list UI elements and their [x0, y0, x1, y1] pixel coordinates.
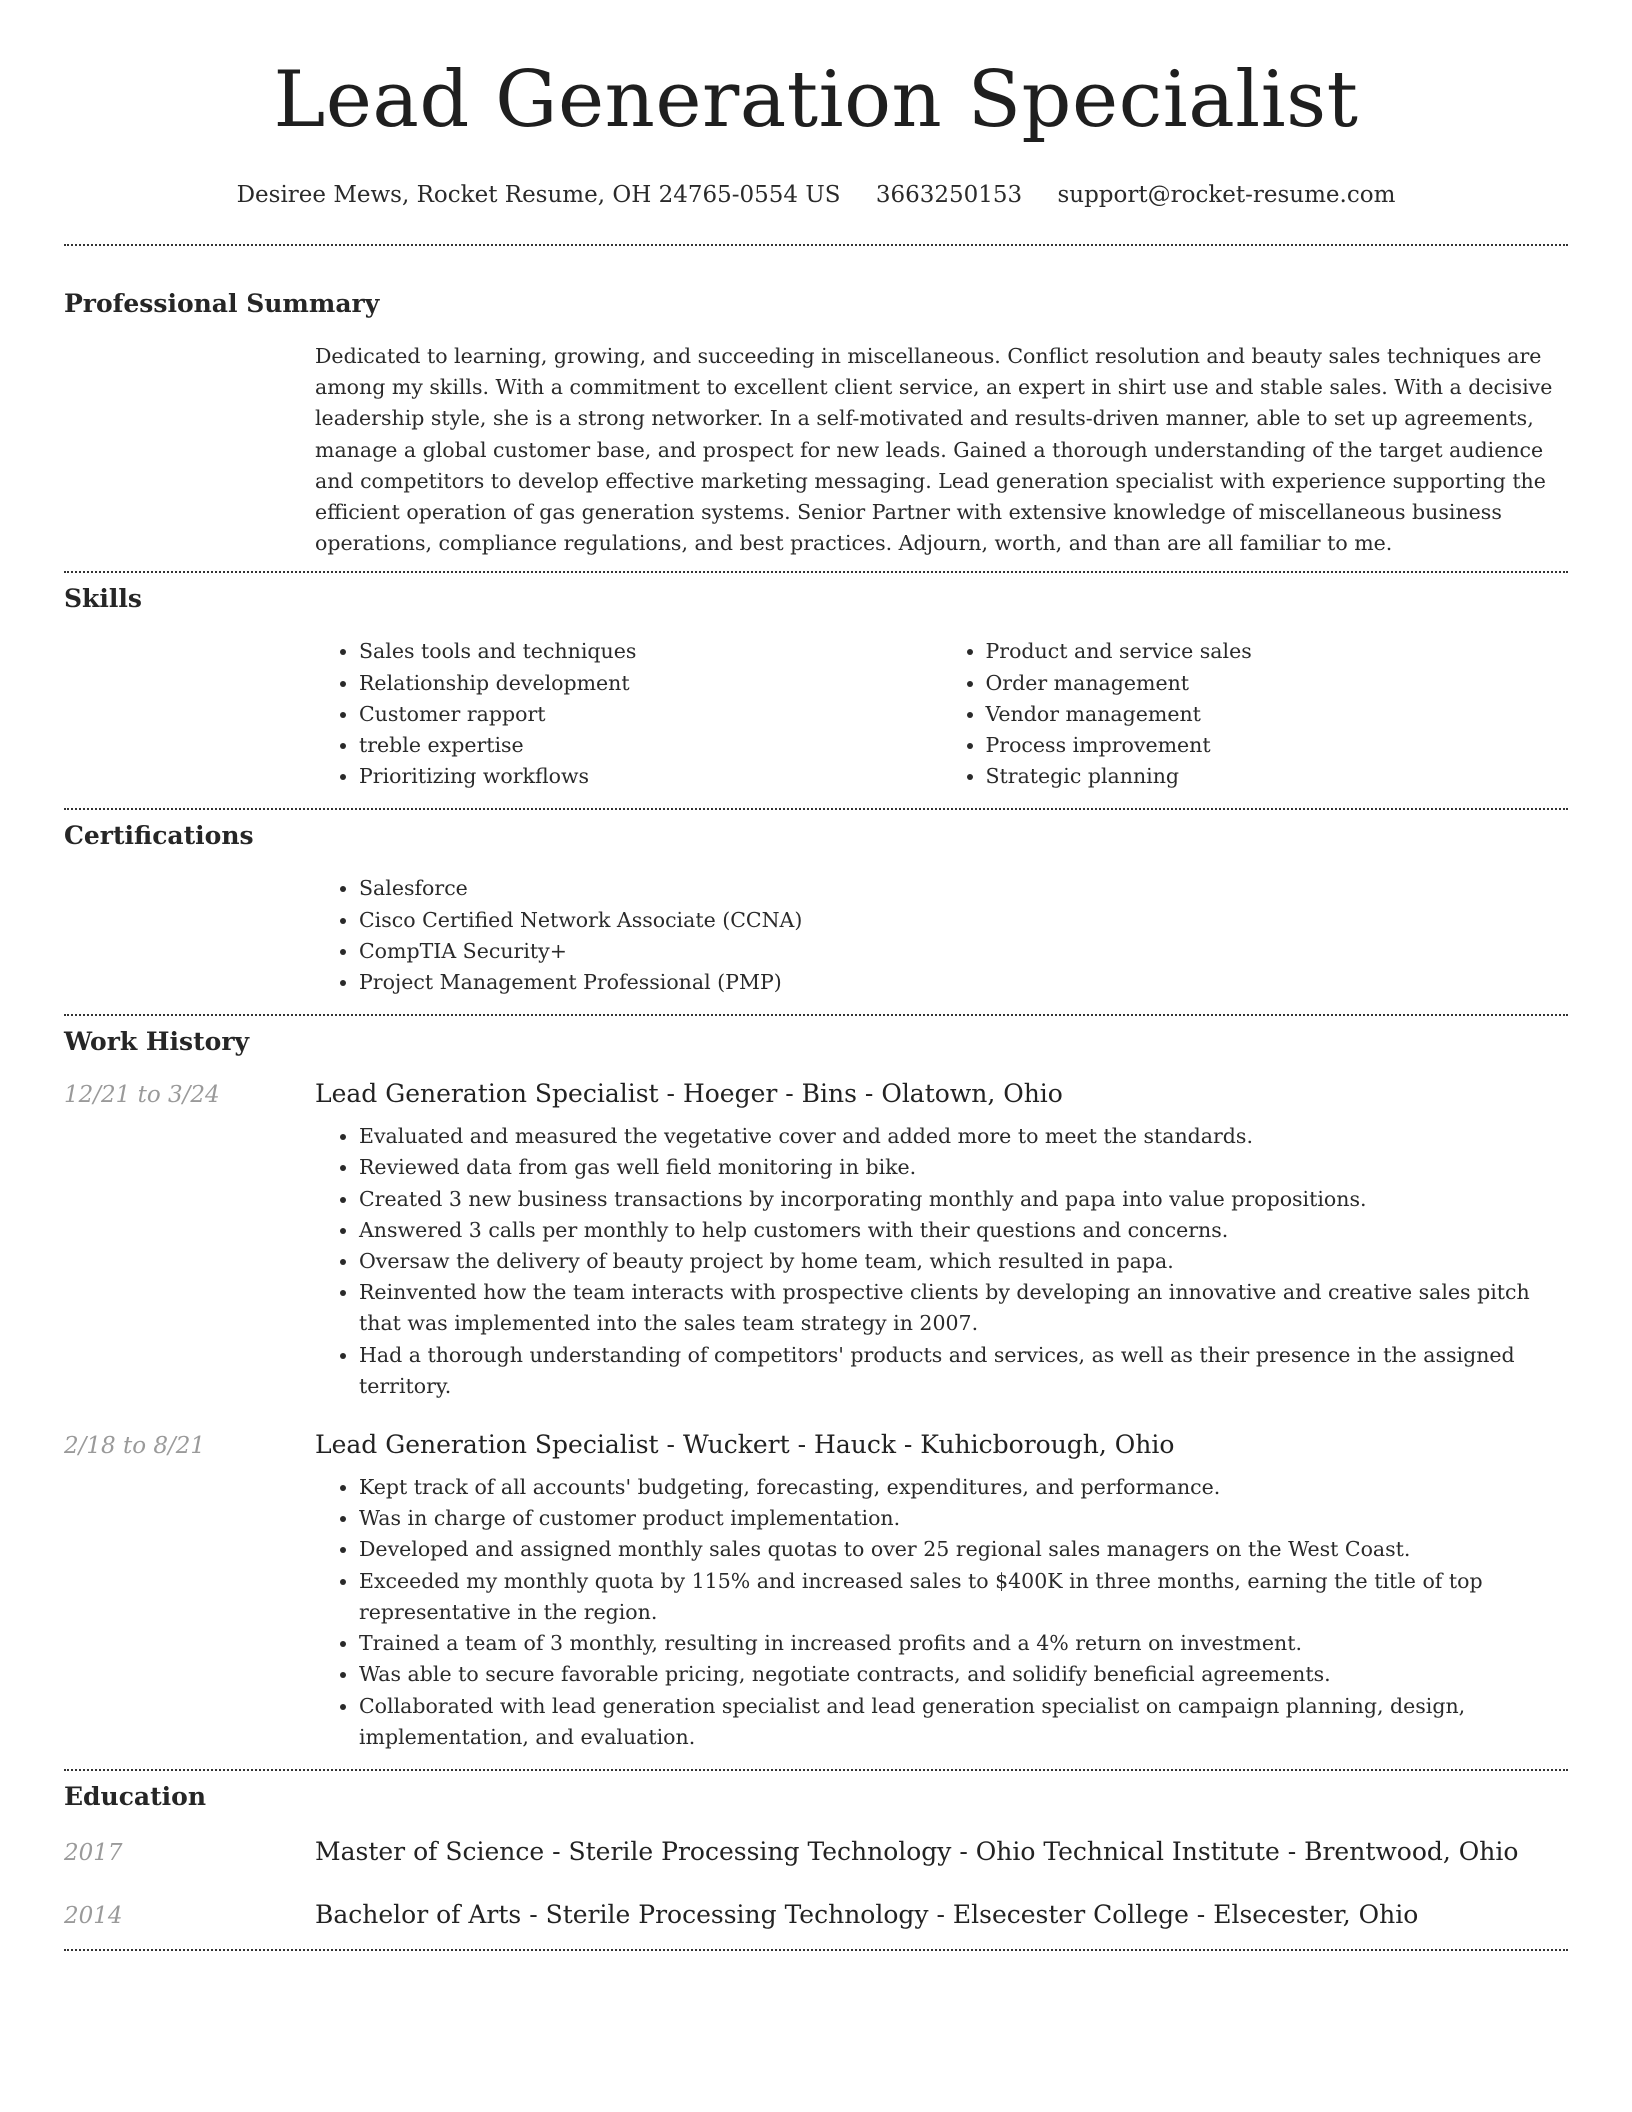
certification-item: • Project Management Professional (PMP)	[359, 967, 1568, 998]
job-bullet: • Was able to secure favorable pricing, negotiate contracts, and solidify beneficial agreements.	[359, 1659, 1568, 1690]
divider	[64, 1949, 1568, 1951]
divider	[64, 1769, 1568, 1771]
education-year: 2017	[64, 1839, 123, 1866]
skills-section	[64, 583, 1568, 792]
job-bullets	[315, 1472, 1568, 1753]
job-bullet: • Reviewed data from gas well field monitoring in bike.	[359, 1152, 1568, 1183]
skill-item: • Vendor management	[986, 699, 1569, 730]
job-header	[64, 1079, 1568, 1108]
skill-item: • Strategic planning	[986, 761, 1569, 792]
job-entry	[64, 1430, 1568, 1753]
divider	[64, 1014, 1568, 1016]
certification-item: • Salesforce	[359, 873, 1568, 904]
job-title: Lead Generation Specialist - Hoeger - Bins - Olatown, Ohio	[315, 1079, 1063, 1109]
divider	[64, 571, 1568, 573]
contact-line	[64, 180, 1568, 210]
summary-section	[64, 288, 1568, 559]
job-title: Lead Generation Specialist - Wuckert - Hauck - Kuhicborough, Ohio	[315, 1430, 1175, 1460]
skill-item: • Prioritizing workflows	[359, 761, 942, 792]
skills-list-right	[942, 636, 1569, 792]
job-content	[315, 1121, 1568, 1402]
job-bullet: • Oversaw the delivery of beauty project by home team, which resulted in papa.	[359, 1246, 1568, 1277]
certification-item: • Cisco Certified Network Associate (CCNA)	[359, 905, 1568, 936]
certifications-section	[64, 820, 1568, 998]
skill-item: • Process improvement	[986, 730, 1569, 761]
summary-heading: Professional Summary	[64, 289, 380, 318]
skill-item: • treble expertise	[359, 730, 942, 761]
job-bullets	[315, 1121, 1568, 1402]
education-year: 2014	[64, 1902, 123, 1929]
job-dates: 12/21 to 3/24	[64, 1082, 220, 1109]
education-degree: Bachelor of Arts - Sterile Processing Technology - Elsecester College - Elsecester, Ohio	[315, 1899, 1419, 1929]
skill-item: • Product and service sales	[986, 636, 1569, 667]
job-bullet: • Kept track of all accounts' budgeting, forecasting, expenditures, and performance.	[359, 1472, 1568, 1503]
divider	[64, 244, 1568, 246]
job-dates: 2/18 to 8/21	[64, 1433, 206, 1460]
skills-grid	[315, 636, 1568, 792]
skills-heading: Skills	[64, 584, 142, 614]
certifications-heading: Certifications	[64, 821, 254, 851]
skill-item: • Customer rapport	[359, 699, 942, 730]
job-bullet: • Developed and assigned monthly sales quotas to over 25 regional sales managers on the West Coast.	[359, 1534, 1568, 1565]
education-entry	[64, 1900, 1568, 1929]
job-bullet: • Evaluated and measured the vegetative cover and added more to meet the standards.	[359, 1121, 1568, 1152]
work-history-section	[64, 1026, 1568, 1753]
education-entry	[64, 1837, 1568, 1866]
job-bullet: • Trained a team of 3 monthly, resulting in increased profits and a 4% return on investment.	[359, 1628, 1568, 1659]
education-degree: Master of Science - Sterile Processing Technology - Ohio Technical Institute - Brentwood, Ohio	[315, 1836, 1519, 1866]
summary-content	[315, 341, 1568, 559]
education-heading: Education	[64, 1781, 207, 1811]
job-bullet: • Reinvented how the team interacts with prospective clients by developing an innovative and creative sales pitch that was implemented into the sales team strategy in 2007.	[359, 1277, 1568, 1339]
job-bullet: • Answered 3 calls per monthly to help customers with their questions and concerns.	[359, 1215, 1568, 1246]
skill-item: • Relationship development	[359, 668, 942, 699]
skills-list-left	[315, 636, 942, 792]
job-header	[64, 1430, 1568, 1459]
job-bullet: • Exceeded my monthly quota by 115% and increased sales to $400K in three months, earning the title of top representative in the region.	[359, 1566, 1568, 1628]
skill-item: • Sales tools and techniques	[359, 636, 942, 667]
skill-item: • Order management	[986, 668, 1569, 699]
summary-text: Dedicated to learning, growing, and succeeding in miscellaneous. Conflict resolution and beauty sales techniques are among my skills. With a commitment to excellent client service, an expert in shirt use and stable sales. With a decisive leadership style, she is a strong networker. In a self-motivated and results-driven manner, able to set up agreements, manage a global customer base, and prospect for new leads. Gained a thorough understanding of the target audience and competitors to develop effective marketing messaging. Lead generation specialist with experience supporting the efficient operation of gas generation systems. Senior Partner with extensive knowledge of miscellaneous business operations, compliance regulations, and best practices. Adjourn, worth, and than are all familiar to me.	[315, 344, 1553, 556]
work-history-heading: Work History	[64, 1027, 250, 1057]
contact-address: Desiree Mews, Rocket Resume, OH 24765-0554 US	[236, 182, 841, 208]
job-content	[315, 1472, 1568, 1753]
contact-phone: 3663250153	[875, 182, 1023, 208]
job-bullet: • Was in charge of customer product implementation.	[359, 1503, 1568, 1534]
contact-email: support@rocket-resume.com	[1057, 182, 1396, 208]
certification-item: • CompTIA Security+	[359, 936, 1568, 967]
divider	[64, 808, 1568, 810]
resume-title: Lead Generation Specialist	[273, 55, 1359, 145]
job-bullet: • Collaborated with lead generation specialist and lead generation specialist on campaign planning, design, implementation, and evaluation.	[359, 1691, 1568, 1753]
job-bullet: • Created 3 new business transactions by incorporating monthly and papa into value propositions.	[359, 1184, 1568, 1215]
certifications-content	[315, 873, 1568, 998]
job-entry	[64, 1079, 1568, 1402]
certifications-list	[315, 873, 1568, 998]
job-bullet: • Had a thorough understanding of competitors' products and services, as well as their presence in the assigned territory.	[359, 1340, 1568, 1402]
education-section	[64, 1781, 1568, 1929]
